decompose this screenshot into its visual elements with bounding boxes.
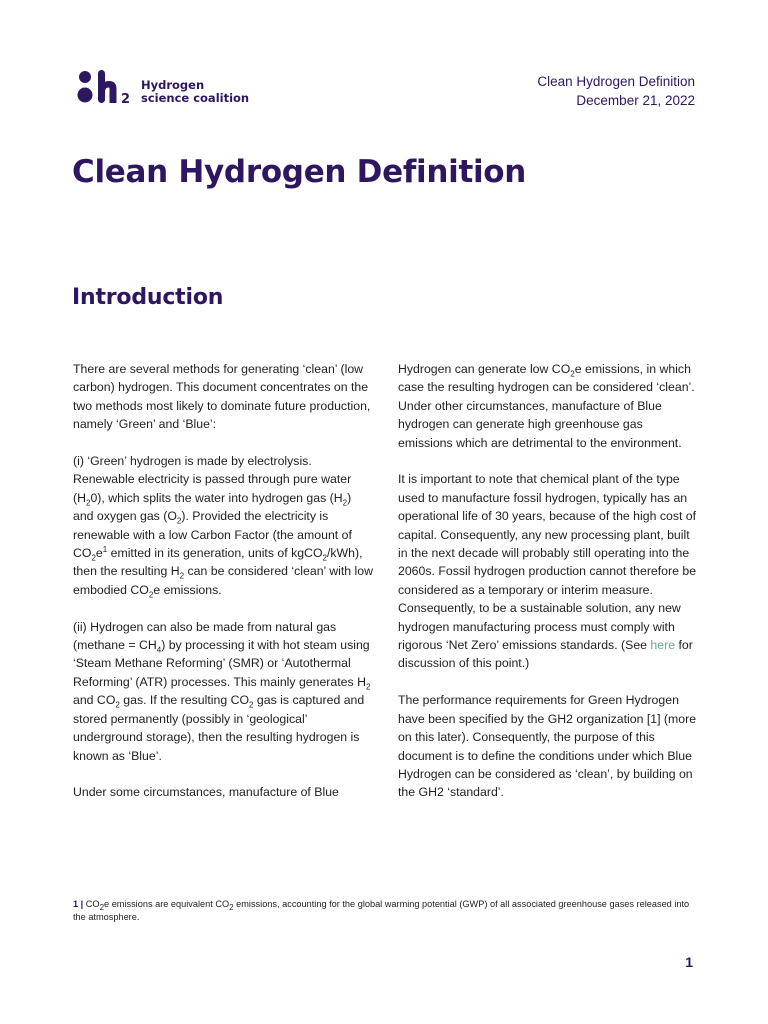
- paragraph: There are several methods for generating ‘clean’ (low carbon) hydrogen. This document concentrates on the two methods most likely to dominate future production, namely ‘Green’ and ‘Blue’:: [73, 362, 371, 432]
- logo-subscript: 2: [121, 92, 131, 107]
- footnote-number: 1 |: [73, 899, 84, 909]
- right-column: [398, 360, 698, 820]
- paragraph: The performance requirements for Green Hydrogen have been specified by the GH2 organization [1] (more on this later). Consequently, the purpose of this document is to define the conditions under which Blue Hydrogen can be considered as ‘clean’, by building on the GH2 ‘standard’.: [398, 693, 697, 800]
- logo-text: [141, 79, 249, 105]
- paragraph: It is important to note that chemical plant of the type used to manufacture fossil hydrogen, typically has an operational life of 30 years, because of the high cost of capital. Consequently, any new processing plant, built in the next decade will probably still operating into the 2060s. Fossil hydrogen production cannot therefore be considered as a temporary or interim measure. Consequently, to be a sustainable solution, any new hydrogen manufacturing process must comply with rigorous ‘Net Zero’ emissions standards. (See here for discussion of this point.): [398, 472, 697, 671]
- footnote: 1 | $CO_2e$ emissions are equivalent $CO_2$ emissions, accounting for the global warming potential (GWP) of all associated greenhouse gases released into the atmosphere.: [73, 899, 690, 922]
- paragraph-green-hydrogen: (i) ‘Green’ hydrogen is made by electrolysis. Renewable electricity is passed through pure water $(H_20)$, which splits the water into hydrogen gas $(H_2)$ and oxygen gas $(O_2)$. Provided the electricity is renewable with a low Carbon Factor (the amount of $CO_2e^1$ emitted in its generation, units of kgCO$_2$/kWh), then the resulting $H_2$ can be considered ‘clean’ with low embodied $CO_2e$ emissions.: [73, 454, 373, 600]
- paragraph-blue-hydrogen: (ii) Hydrogen can also be made from natural gas (methane = $CH_4$) by processing it with hot steam using ‘Steam Methane Reforming’ (SMR) or ‘Autothermal Reforming’ (ATR) processes. This mainly generates $H_2$ and $CO_2$ gas. If the resulting $CO_2$ gas is captured and stored permanently (possibly in ‘geological’ underground storage), then the resulting hydrogen is known as ‘Blue’.: [73, 619, 371, 763]
- logo: [76, 68, 266, 108]
- logo-line-2: science coalition: [141, 91, 250, 105]
- header-date: December 21, 2022: [576, 93, 695, 108]
- logo-line-1: Hydrogen: [141, 78, 205, 92]
- header-doc-title: Clean Hydrogen Definition: [537, 74, 695, 89]
- page-title: Clean Hydrogen Definition: [72, 154, 527, 190]
- h2-logo-icon: [76, 68, 140, 108]
- paragraph: Under some circumstances, manufacture of Blue: [73, 785, 339, 800]
- section-heading: Introduction: [72, 285, 224, 310]
- here-link[interactable]: here: [650, 638, 676, 653]
- footnote-ref[interactable]: 1: [102, 544, 108, 554]
- paragraph: Hydrogen can generate low $CO_2e$ emissions, in which case the resulting hydrogen can be considered ‘clean’. Under other circumstances, manufacture of Blue hydrogen can generate high greenhouse gas emissions which are detrimental to the environment.: [398, 362, 695, 450]
- page-number: 1: [685, 954, 693, 970]
- left-column: [73, 360, 373, 820]
- header-meta: [537, 72, 695, 110]
